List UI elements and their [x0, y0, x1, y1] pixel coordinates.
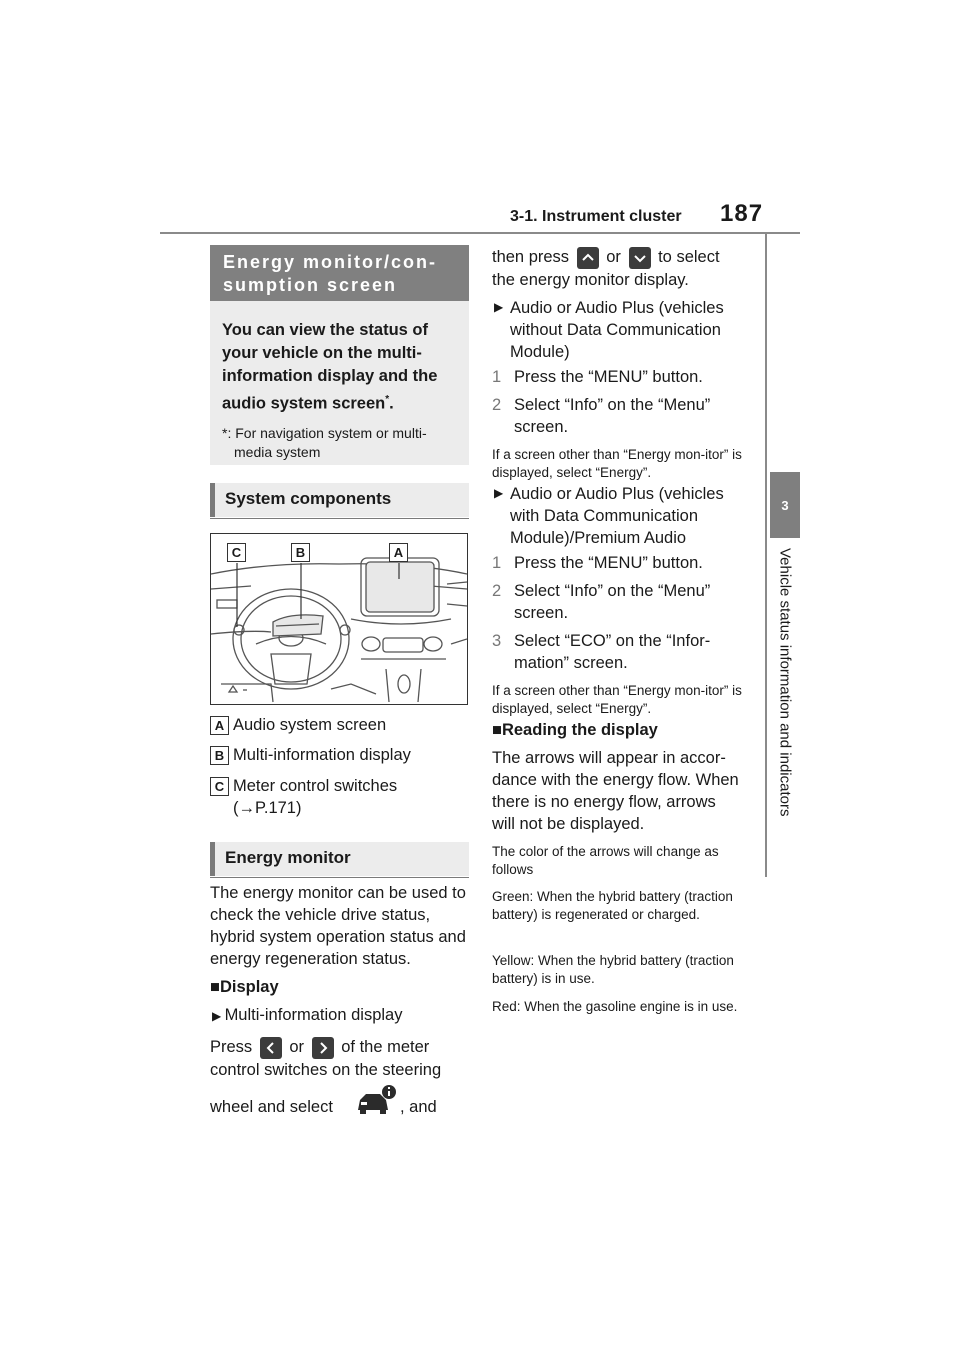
case1-step-2: Select “Info” on the “Menu” screen.: [514, 396, 711, 436]
energy-monitor-intro: The energy monitor can be used to check the vehicle drive status, hybrid system operation status and energy regeneration status.: [210, 884, 466, 968]
note-marker: *: [385, 394, 390, 405]
item-text-c: Meter control switches: [233, 777, 398, 795]
color-note: The color of the arrows will change as follows: [492, 844, 719, 877]
header-rule: [160, 232, 800, 234]
square-bullet-icon: ■: [492, 721, 502, 739]
item-text-b: Multi-information display: [233, 746, 411, 764]
color-note: Green: When the hybrid battery (traction battery) is regenerated or charged.: [492, 889, 733, 922]
lead-body: [210, 301, 469, 465]
then-instruction: then press or to select the energy monitor display.: [492, 248, 720, 289]
step-number: 2: [492, 396, 502, 414]
side-rule: [765, 232, 767, 877]
item-text-a: Audio system screen: [233, 716, 387, 734]
lead-text: You can view the status of your vehicle on the multi-information display and the audio system screen*.: [222, 321, 438, 413]
case1-note: If a screen other than “Energy mon-itor” is displayed, select “Energy”.: [492, 447, 742, 480]
left-arrow-button-icon: [260, 1037, 282, 1059]
triangle-bullet-icon: ▶: [494, 486, 504, 500]
up-arrow-button-icon: [577, 247, 599, 269]
vehicle-info-icon: [356, 1084, 396, 1116]
chapter-title: Vehicle status information and indicators: [776, 548, 794, 817]
lead-heading-line1: Energy monitor/con-: [223, 252, 438, 272]
case2-note: If a screen other than “Energy mon-itor” is displayed, select “Energy”.: [492, 683, 742, 716]
case2-step-3: Select “ECO” on the “Infor-mation” screen.: [514, 632, 711, 672]
dashboard-illustration: [211, 534, 467, 704]
color-note: Red: When the gasoline engine is in use.: [492, 999, 738, 1014]
right-arrow-button-icon: [312, 1037, 334, 1059]
step-number: 3: [492, 632, 502, 650]
figure-label-a: A: [389, 543, 408, 562]
case1-heading: Audio or Audio Plus (vehicles without Data Communication Module): [510, 299, 724, 361]
case2-step-2: Select “Info” on the “Menu” screen.: [514, 582, 711, 622]
square-bullet-icon: ■: [210, 978, 220, 996]
triangle-bullet-icon: ▶: [212, 1009, 225, 1023]
section-title: 3-1. Instrument cluster: [510, 208, 682, 225]
reading-text: The arrows will appear in accor-dance with the energy flow. When there is no energy flow, arrows will not be displayed.: [492, 749, 739, 833]
item-label-b: B: [210, 746, 229, 765]
dashboard-figure: [210, 533, 468, 705]
down-arrow-button-icon: [629, 247, 651, 269]
page-number: 187: [720, 200, 764, 227]
reading-heading: ■Reading the display: [492, 721, 658, 739]
lead-heading: [210, 245, 469, 301]
step-number: 2: [492, 582, 502, 600]
chapter-tab: 3: [770, 472, 800, 538]
system-components-heading: System components: [210, 483, 469, 517]
figure-label-b: B: [291, 543, 310, 562]
select-instruction-end: , and: [400, 1098, 437, 1116]
case1-step-1: Press the “MENU” button.: [514, 368, 703, 386]
lead-note: *: For navigation system or multi-media system: [222, 424, 427, 460]
figure-label-c: C: [227, 543, 246, 562]
step-number: 1: [492, 554, 502, 572]
select-instruction: wheel and select: [210, 1098, 333, 1116]
display-heading: ■Display: [210, 978, 279, 996]
item-label-c: C: [210, 777, 229, 796]
color-note: Yellow: When the hybrid battery (traction battery) is in use.: [492, 953, 734, 986]
case2-step-1: Press the “MENU” button.: [514, 554, 703, 572]
lead-heading-line2: sumption screen: [223, 275, 398, 295]
item-c-reference: (→P.171): [233, 799, 302, 817]
step-number: 1: [492, 368, 502, 386]
mid-heading: ▶ Multi-information display: [212, 1006, 403, 1024]
case2-heading: Audio or Audio Plus (vehicles with Data Communication Module)/Premium Audio: [510, 485, 724, 547]
press-instruction: Press or of the meter control switches on the steering: [210, 1038, 442, 1079]
energy-monitor-heading: Energy monitor: [210, 842, 469, 876]
triangle-bullet-icon: ▶: [494, 300, 504, 314]
item-label-a: A: [210, 716, 229, 735]
